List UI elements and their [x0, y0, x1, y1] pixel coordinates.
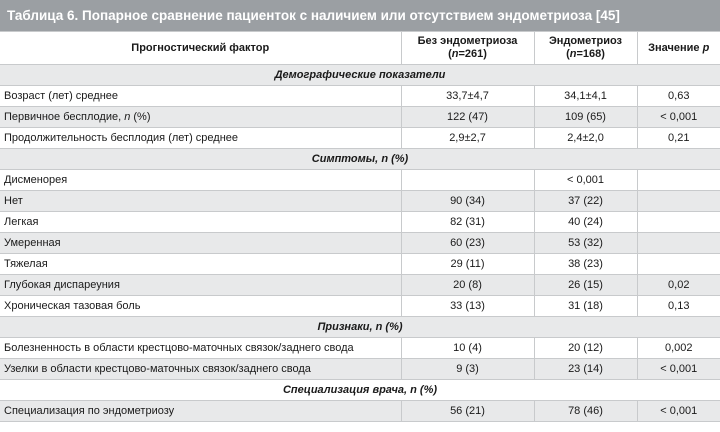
header-without-endometriosis: Без эндометриоза (n=261)	[401, 32, 534, 65]
cell-with: 2,4±2,0	[534, 128, 637, 149]
cell-without: 60 (23)	[401, 233, 534, 254]
section-row-specialization	[0, 380, 720, 401]
comparison-table	[0, 31, 720, 422]
table-row	[0, 275, 720, 296]
cell-with: 109 (65)	[534, 107, 637, 128]
row-label: Возраст (лет) среднее	[0, 86, 401, 107]
section-title: Признаки, n (%)	[0, 317, 720, 338]
cell-p: 0,002	[637, 338, 720, 359]
table-row	[0, 170, 720, 191]
cell-without: 20 (8)	[401, 275, 534, 296]
row-label: Глубокая диспареуния	[0, 275, 401, 296]
header-factor: Прогностический фактор	[0, 32, 401, 65]
cell-without: 82 (31)	[401, 212, 534, 233]
cell-with: 53 (32)	[534, 233, 637, 254]
cell-without: 10 (4)	[401, 338, 534, 359]
cell-with: 78 (46)	[534, 401, 637, 422]
row-label: Хроническая тазовая боль	[0, 296, 401, 317]
cell-with: 20 (12)	[534, 338, 637, 359]
cell-with: 31 (18)	[534, 296, 637, 317]
row-label: Болезненность в области крестцово-маточных связок/заднего свода	[0, 338, 401, 359]
section-title: Демографические показатели	[0, 65, 720, 86]
section-title: Специализация врача, n (%)	[0, 380, 720, 401]
table-row	[0, 359, 720, 380]
cell-p	[637, 191, 720, 212]
table-row	[0, 233, 720, 254]
table-caption: Таблица 6. Попарное сравнение пациенток с наличием или отсутствием эндометриоза [45]	[0, 0, 720, 31]
row-label: Специализация по эндометриозу	[0, 401, 401, 422]
row-label: Нет	[0, 191, 401, 212]
table-row	[0, 296, 720, 317]
row-label: Легкая	[0, 212, 401, 233]
cell-p: < 0,001	[637, 401, 720, 422]
cell-p: < 0,001	[637, 107, 720, 128]
cell-p: 0,02	[637, 275, 720, 296]
table-row	[0, 86, 720, 107]
table-row	[0, 338, 720, 359]
cell-without: 33,7±4,7	[401, 86, 534, 107]
header-p-value: Значение p	[637, 32, 720, 65]
cell-with: 23 (14)	[534, 359, 637, 380]
table-header-row	[0, 32, 720, 65]
cell-p	[637, 170, 720, 191]
table-row	[0, 254, 720, 275]
cell-p	[637, 254, 720, 275]
header-without-line1: Без эндометриоза	[417, 35, 518, 47]
row-label: Узелки в области крестцово-маточных связок/заднего свода	[0, 359, 401, 380]
section-title: Симптомы, n (%)	[0, 149, 720, 170]
table-row	[0, 128, 720, 149]
cell-without: 122 (47)	[401, 107, 534, 128]
cell-with: 38 (23)	[534, 254, 637, 275]
cell-without	[401, 170, 534, 191]
cell-p	[637, 212, 720, 233]
header-endometriosis: Эндометриоз (n=168)	[534, 32, 637, 65]
cell-with: < 0,001	[534, 170, 637, 191]
cell-without: 29 (11)	[401, 254, 534, 275]
cell-with: 40 (24)	[534, 212, 637, 233]
cell-with: 26 (15)	[534, 275, 637, 296]
table-row	[0, 107, 720, 128]
cell-p: < 0,001	[637, 359, 720, 380]
cell-p	[637, 233, 720, 254]
cell-without: 56 (21)	[401, 401, 534, 422]
table-row	[0, 401, 720, 422]
row-label: Умеренная	[0, 233, 401, 254]
row-label: Продолжительность бесплодия (лет) среднее	[0, 128, 401, 149]
cell-without: 2,9±2,7	[401, 128, 534, 149]
header-with-line1: Эндометриоз	[548, 35, 623, 47]
cell-without: 9 (3)	[401, 359, 534, 380]
row-label: Первичное бесплодие, n (%)	[0, 107, 401, 128]
cell-with: 34,1±4,1	[534, 86, 637, 107]
section-row-signs	[0, 317, 720, 338]
cell-p: 0,63	[637, 86, 720, 107]
cell-p: 0,21	[637, 128, 720, 149]
row-label: Тяжелая	[0, 254, 401, 275]
section-row-demographics	[0, 65, 720, 86]
table-row	[0, 212, 720, 233]
cell-without: 90 (34)	[401, 191, 534, 212]
row-label: Дисменорея	[0, 170, 401, 191]
cell-with: 37 (22)	[534, 191, 637, 212]
table-row	[0, 191, 720, 212]
cell-p: 0,13	[637, 296, 720, 317]
section-row-symptoms	[0, 149, 720, 170]
cell-without: 33 (13)	[401, 296, 534, 317]
